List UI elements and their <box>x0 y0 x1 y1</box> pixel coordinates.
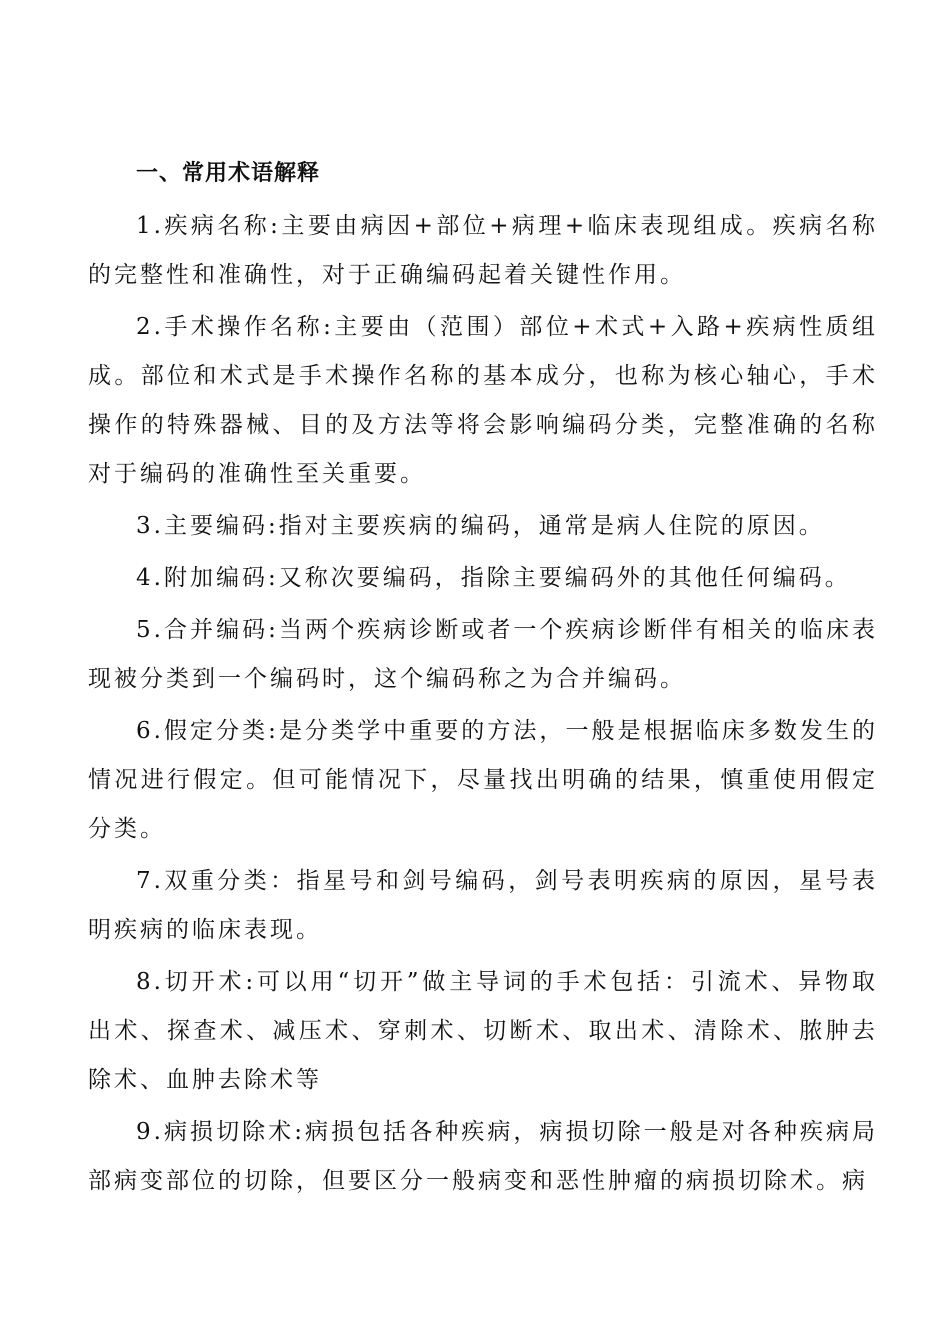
term-paragraph-1: 1.疾病名称:主要由病因+部位+病理+临床表现组成。疾病名称的完整性和准确性，对于正确编码起着关键性作用。 <box>88 213 878 288</box>
term-paragraph-9: 9.病损切除术:病损包括各种疾病，病损切除一般是对各种疾病局部病变部位的切除，但要区分一般病变和恶性肿瘤的病损切除术。病 <box>88 1119 878 1194</box>
section-heading: 一、常用术语解释 <box>136 161 321 186</box>
term-paragraph-7: 7.双重分类：指星号和剑号编码，剑号表明疾病的原因，星号表明疾病的临床表现。 <box>88 868 878 943</box>
term-paragraph-3: 3.主要编码:指对主要疾病的编码，通常是病人住院的原因。 <box>136 513 825 539</box>
term-paragraph-6: 6.假定分类:是分类学中重要的方法，一般是根据临床多数发生的情况进行假定。但可能情况下，尽量找出明确的结果，慎重使用假定分类。 <box>88 718 878 842</box>
term-paragraph-2: 2.手术操作名称:主要由（范围）部位+术式+入路+疾病性质组成。部位和术式是手术操作名称的基本成分，也称为核心轴心，手术操作的特殊器械、目的及方法等将会影响编码分类，完整准确的名称对于编码的准确性至关重要。 <box>88 314 878 487</box>
term-paragraph-8: 8.切开术:可以用“切开”做主导词的手术包括：引流术、异物取出术、探查术、减压术、穿刺术、切断术、取出术、清除术、脓肿去除术、血肿去除术等 <box>88 969 878 1093</box>
term-paragraph-5: 5.合并编码:当两个疾病诊断或者一个疾病诊断伴有相关的临床表现被分类到一个编码时，这个编码称之为合并编码。 <box>88 617 878 692</box>
term-paragraph-4: 4.附加编码:又称次要编码，指除主要编码外的其他任何编码。 <box>136 565 851 591</box>
document-body <box>88 154 878 1209</box>
